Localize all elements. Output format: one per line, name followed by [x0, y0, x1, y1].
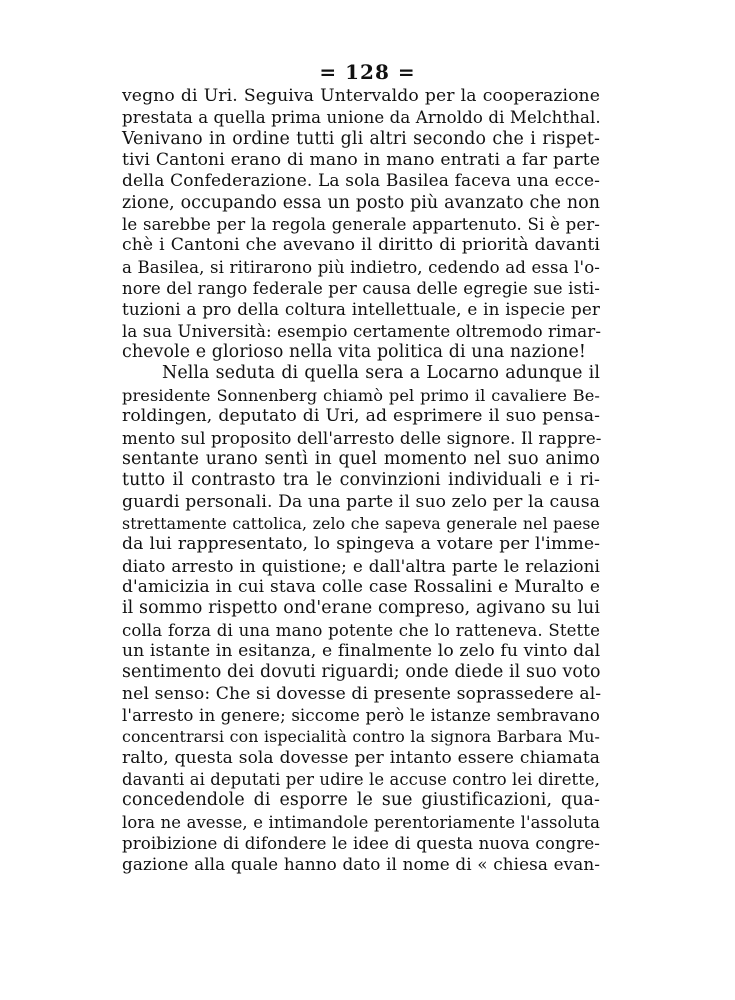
body-text [122, 86, 600, 876]
text-line: d'amicizia in cui stava colle case Rossalini e Muralto e [122, 576, 600, 597]
text-line: presidente Sonnenberg chiamò pel primo il cavaliere Be- [122, 385, 600, 405]
text-line: mento sul proposito dell'arresto delle signore. Il rappre- [122, 428, 602, 448]
text-line: guardi personali. Da una parte il suo zelo per la causa [122, 491, 600, 512]
text-line: la sua Università: esempio certamente oltremodo rimar- [122, 321, 602, 341]
text-line: gazione alla quale hanno dato il nome di « chiesa evan- [122, 854, 600, 875]
text-line: il sommo rispetto ond'erane compreso, agivano su lui [122, 598, 600, 619]
text-line: colla forza di una mano potente che lo ratteneva. Stette [122, 620, 600, 640]
text-line: tuzioni a pro della coltura intellettuale, e in ispecie per [122, 299, 600, 320]
text-line: concentrarsi con ispecialità contro la signora Barbara Mu- [122, 727, 600, 747]
text-line: proibizione di difondere le idee di questa nuova congre- [122, 834, 600, 854]
text-line: sentimento dei dovuti riguardi; onde diede il suo voto [122, 662, 601, 683]
text-line: lora ne avesse, e intimandole perentoriamente l'assoluta [122, 812, 600, 832]
text-line: tutto il contrasto tra le convinzioni individuali e i ri- [122, 470, 600, 491]
text-line: davanti ai deputati per udire le accuse contro lei dirette, [122, 770, 600, 789]
text-line: della Confederazione. La sola Basilea faceva una ecce- [122, 171, 600, 192]
text-line: zione, occupando essa un posto più avanzato che non [122, 192, 600, 213]
text-line: tivi Cantoni erano di mano in mano entrati a far parte [122, 150, 600, 171]
text-line: chè i Cantoni che avevano il diritto di priorità davanti [122, 235, 600, 256]
text-line: prestata a quella prima unione da Arnoldo di Melchthal. [122, 108, 601, 128]
text-line: Venivano in ordine tutti gli altri secondo che i rispet- [122, 128, 600, 149]
text-line: Nella seduta di quella sera a Locarno adunque il [162, 363, 600, 384]
text-line: l'arresto in genere; siccome però le istanze sembravano [122, 705, 600, 725]
text-line: vegno di Uri. Seguiva Untervaldo per la cooperazione [122, 86, 600, 106]
text-line: le sarebbe per la regola generale appartenuto. Si è per- [122, 215, 600, 235]
text-line: nel senso: Che si dovesse di presente soprassedere al- [122, 683, 602, 704]
text-line: roldingen, deputato di Uri, ad esprimere il suo pensa- [122, 406, 600, 427]
text-line: chevole e glorioso nella vita politica di una nazione! [122, 342, 587, 363]
text-line: strettamente cattolica, zelo che sapeva generale nel paese [122, 513, 600, 533]
text-line: nore del rango federale per causa delle egregie sue isti- [122, 279, 600, 299]
text-line: un istante in esitanza, e finalmente lo zelo fu vinto dal [122, 640, 601, 661]
text-line: a Basilea, si ritirarono più indietro, cedendo ad essa l'o- [122, 257, 600, 277]
page-number: = 128 = [319, 60, 416, 84]
text-line: concedendole di esporre le sue giustificazioni, qua- [122, 790, 600, 811]
text-line: da lui rappresentato, lo spingeva a votare per l'imme- [122, 534, 600, 555]
text-line: sentante urano sentì in quel momento nel suo animo [122, 448, 600, 469]
text-line: diato arresto in quistione; e dall'altra parte le relazioni [122, 555, 600, 576]
text-line: ralto, questa sola dovesse per intanto essere chiamata [122, 747, 600, 768]
